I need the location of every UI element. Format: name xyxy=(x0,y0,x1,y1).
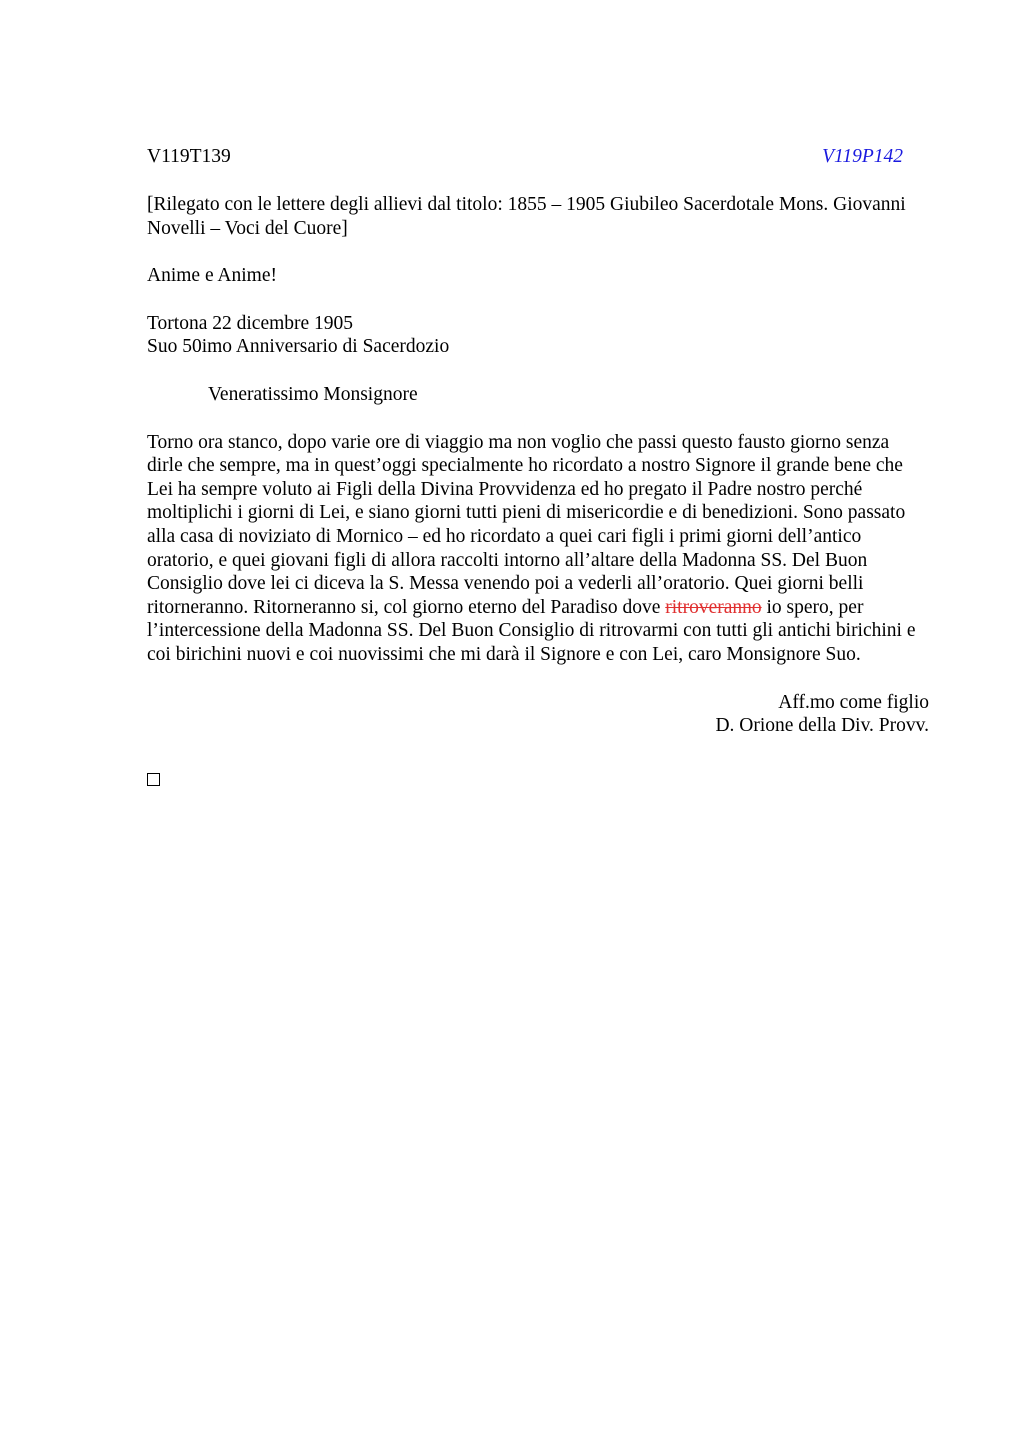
page-reference: V119P142 xyxy=(822,146,903,167)
letter-page xyxy=(147,145,929,786)
signature-block xyxy=(147,691,929,738)
struck-word: ritroveranno xyxy=(665,596,762,618)
document-code: V119T139 xyxy=(147,146,231,167)
letter-title: Anime e Anime! xyxy=(147,265,277,287)
binding-note: [Rilegato con le lettere degli allievi dal titolo: 1855 – 1905 Giubileo Sacerdotale Mons. Giovanni Novelli – Voci del Cuore] xyxy=(147,194,906,239)
salutation: Veneratissimo Monsignore xyxy=(208,383,418,405)
place-date: Tortona 22 dicembre 1905 xyxy=(147,312,354,334)
body-text-part-1: Torno ora stanco, dopo varie ore di viaggio ma non voglio che passi questo fausto giorno senza dirle che sempre, ma in quest’oggi specialmente ho ricordato a nostro Signore il grande bene che Lei ha sempre voluto ai Figli della Divina Provvidenza ed ho pregato il Padre nostro perché moltiplichi i giorni di Lei, e siano giorni tutti pieni di misericordie e di benedizioni. Sono passato alla casa di noviziato di Mornico – ed ho ricordato a quei cari figli i primi giorni dell’antico oratorio, e quei giovani figli di allora raccolti intorno all’altare della Madonna SS. Del Buon Consiglio dove lei ci diceva la S. Messa venendo poi a vederli all’oratorio. Quei giorni belli ritorneranno. Ritorneranno si, col giorno eterno del Paradiso dove xyxy=(147,431,906,618)
place-date-block xyxy=(147,312,929,359)
closing-formula: Aff.mo come figlio xyxy=(778,691,929,713)
header-row xyxy=(147,145,929,169)
signature-name: D. Orione della Div. Provv. xyxy=(715,715,929,737)
occasion: Suo 50imo Anniversario di Sacerdozio xyxy=(147,336,450,358)
letter-body xyxy=(147,431,929,667)
body-text-part-2: io spero, per l’intercessione della Madonna SS. Del Buon Consiglio di ritrovarmi con tutti gli antichi birichini e coi birichini nuovi e coi nuovissimi che mi darà il Signore e con Lei, caro Monsignore Suo. xyxy=(147,596,916,665)
end-square-icon xyxy=(147,773,160,786)
